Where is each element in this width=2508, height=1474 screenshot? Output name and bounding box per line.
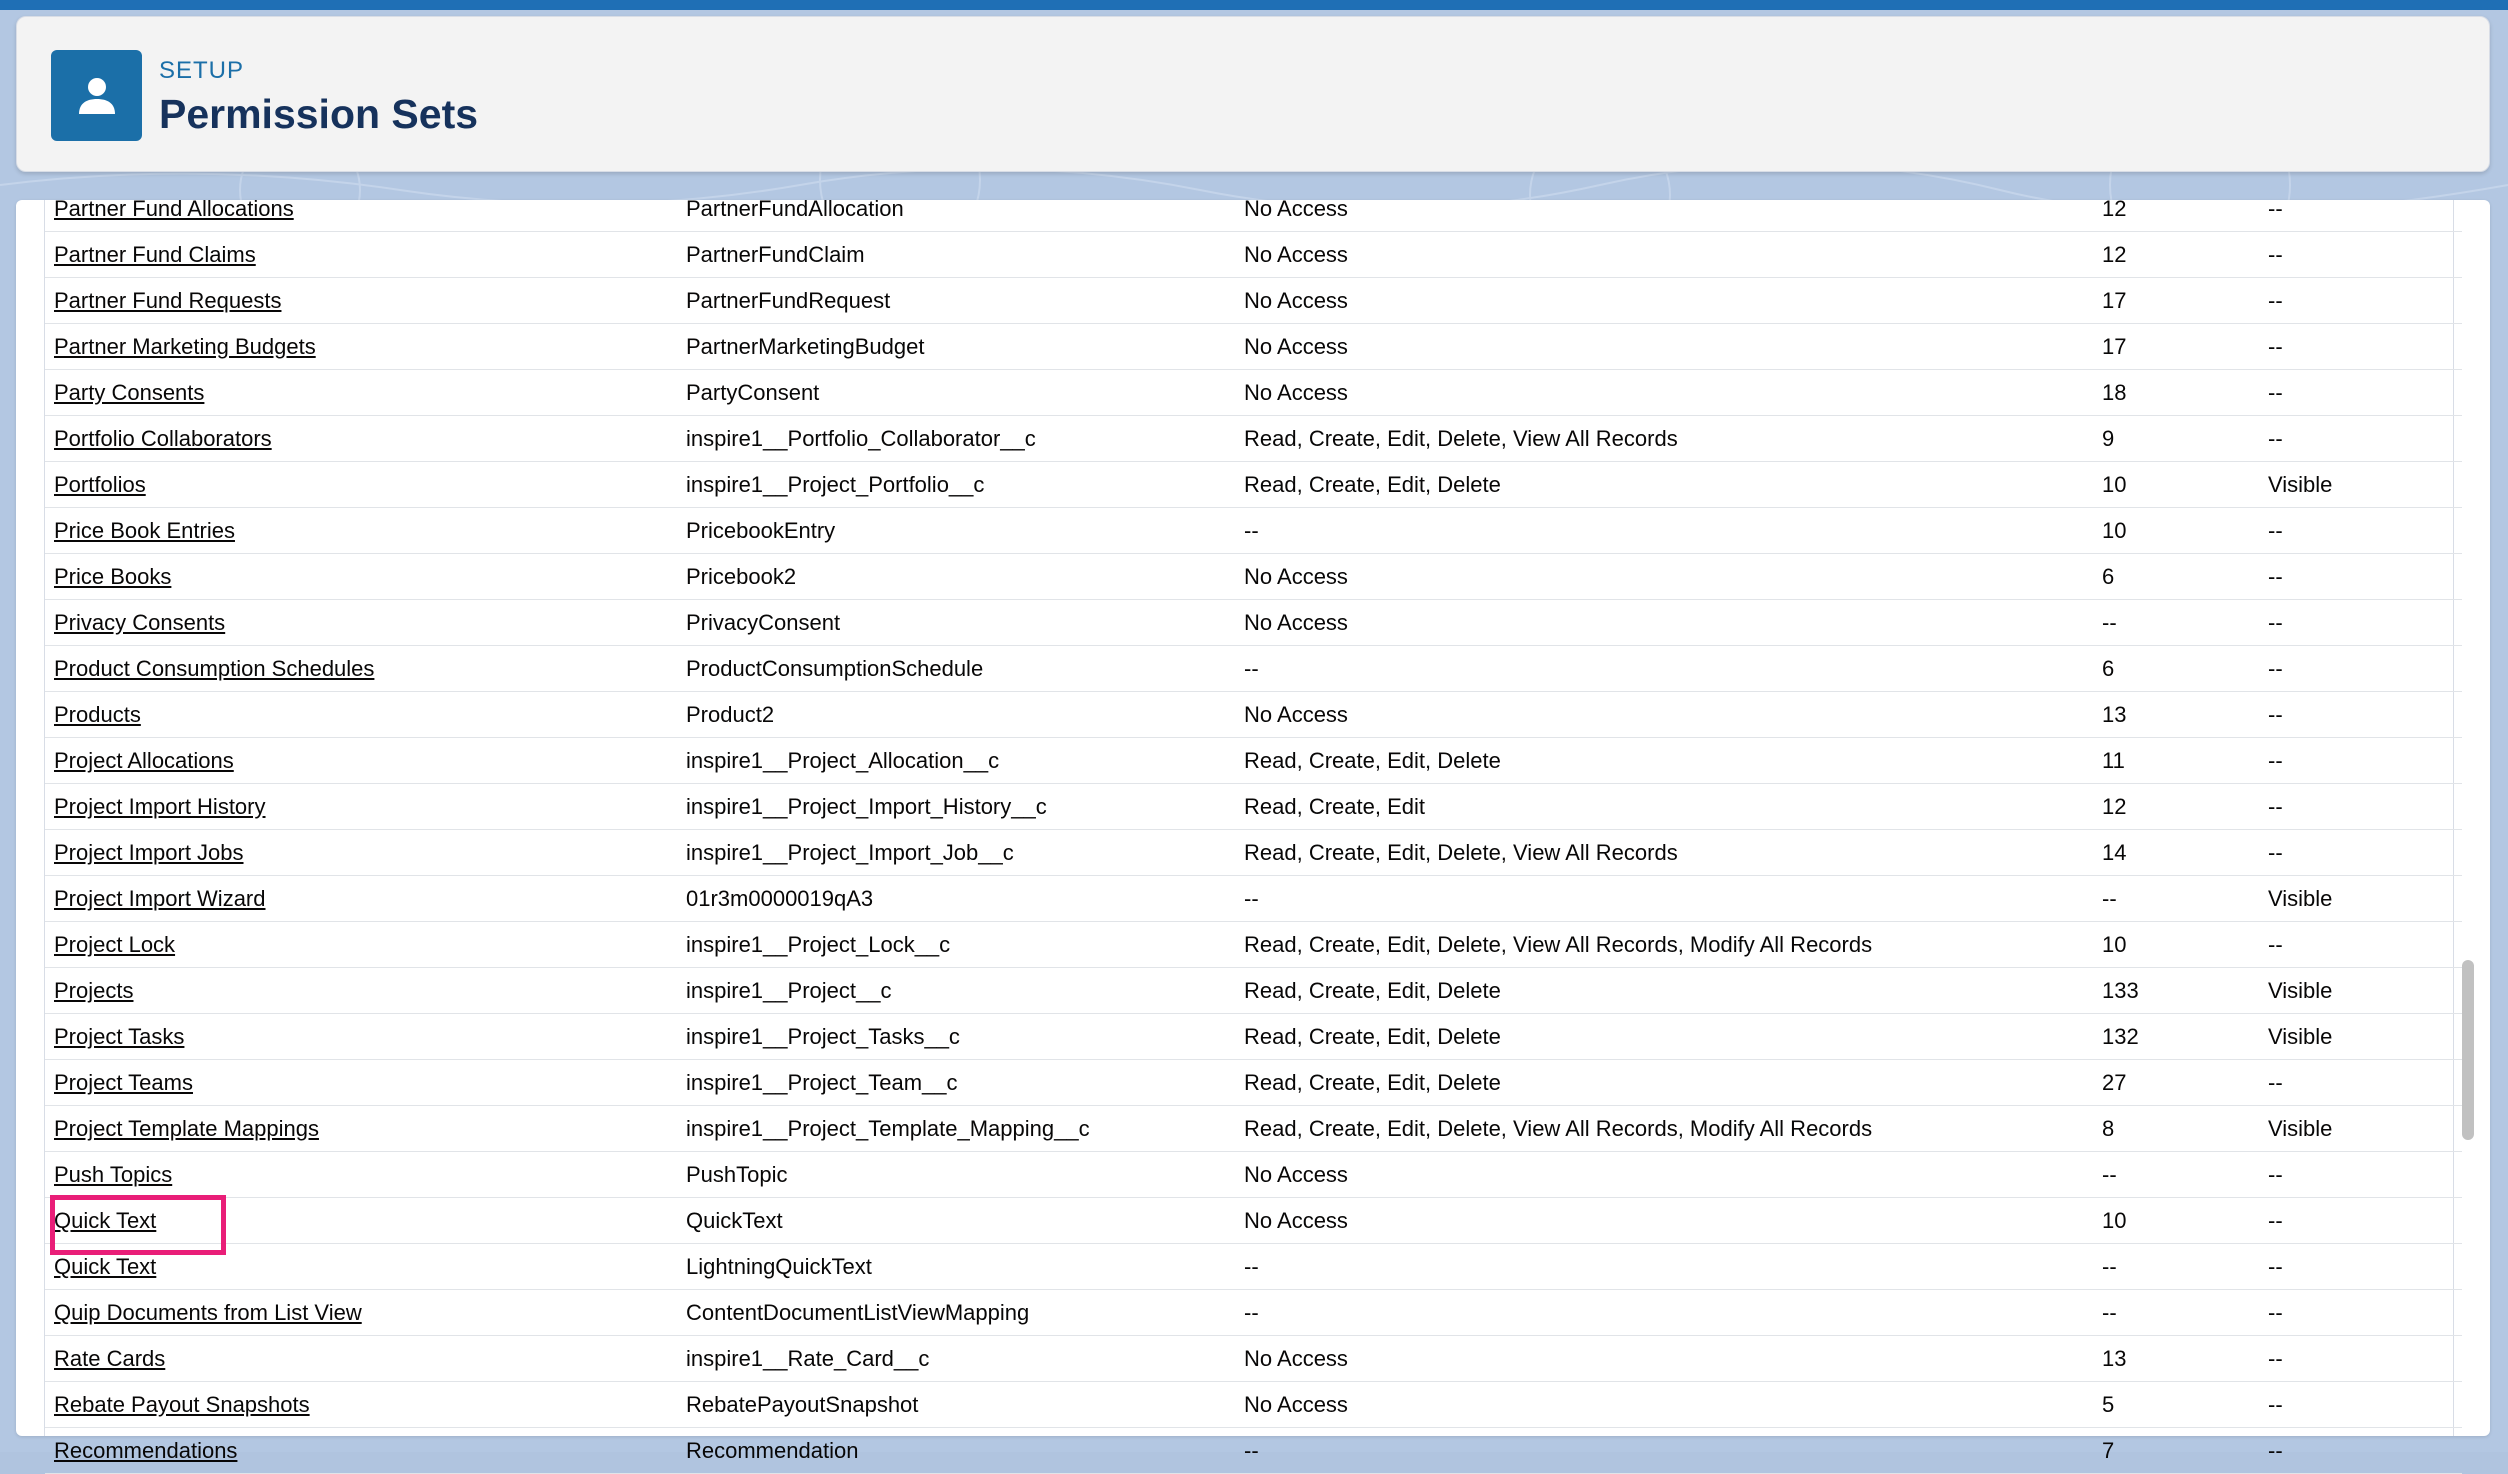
object-name-link[interactable]: Recommendations (54, 1437, 238, 1463)
field-count-cell: -- (2102, 876, 2268, 922)
object-name-cell (45, 784, 686, 830)
object-permissions-cell: -- (1244, 1244, 2102, 1290)
api-name-cell: PrivacyConsent (686, 600, 1244, 646)
tab-settings-cell: -- (2268, 784, 2462, 830)
api-name-cell: Pricebook2 (686, 554, 1244, 600)
object-permissions-cell: No Access (1244, 600, 2102, 646)
table-row (45, 278, 2462, 324)
object-permissions-cell: No Access (1244, 186, 2102, 232)
api-name-cell: 01r3m0000019qA3 (686, 876, 1244, 922)
tab-settings-cell: -- (2268, 324, 2462, 370)
object-name-cell (45, 1060, 686, 1106)
tab-settings-cell: Visible (2268, 462, 2462, 508)
object-name-cell (45, 370, 686, 416)
object-name-cell (45, 324, 686, 370)
table-row (45, 1152, 2462, 1198)
field-count-cell: 10 (2102, 922, 2268, 968)
object-name-link[interactable]: Project Import Wizard (54, 885, 266, 911)
object-settings-panel (16, 195, 2490, 1463)
field-count-cell: 6 (2102, 554, 2268, 600)
table-row (45, 1106, 2462, 1152)
object-name-cell (45, 1198, 686, 1244)
object-name-cell (45, 1428, 686, 1474)
object-name-link[interactable]: Partner Fund Allocations (54, 195, 294, 221)
table-row (45, 922, 2462, 968)
tab-settings-cell: -- (2268, 600, 2462, 646)
field-count-cell: 10 (2102, 1198, 2268, 1244)
tab-settings-cell: -- (2268, 370, 2462, 416)
object-name-cell (45, 922, 686, 968)
object-permissions-cell: -- (1244, 876, 2102, 922)
object-name-link[interactable]: Project Import History (54, 793, 266, 819)
object-permissions-cell: -- (1244, 1428, 2102, 1474)
object-permissions-cell: Read, Create, Edit (1244, 784, 2102, 830)
tab-settings-cell: -- (2268, 1152, 2462, 1198)
tab-settings-cell: Visible (2268, 968, 2462, 1014)
api-name-cell: RebatePayoutSnapshot (686, 1382, 1244, 1428)
tab-settings-cell: -- (2268, 1428, 2462, 1474)
object-name-cell (45, 692, 686, 738)
object-name-cell (45, 554, 686, 600)
api-name-cell: inspire1__Project_Portfolio__c (686, 462, 1244, 508)
object-permissions-cell: No Access (1244, 1152, 2102, 1198)
object-name-link[interactable]: Rate Cards (54, 1345, 166, 1371)
tab-settings-cell: -- (2268, 692, 2462, 738)
object-name-link[interactable]: Partner Marketing Budgets (54, 333, 316, 359)
field-count-cell: 5 (2102, 1382, 2268, 1428)
tab-settings-cell: -- (2268, 1290, 2462, 1336)
table-row (45, 1060, 2462, 1106)
api-name-cell: inspire1__Project_Tasks__c (686, 1014, 1244, 1060)
field-count-cell: 6 (2102, 646, 2268, 692)
object-permissions-cell: Read, Create, Edit, Delete (1244, 968, 2102, 1014)
tab-settings-cell: -- (2268, 508, 2462, 554)
api-name-cell: inspire1__Project_Template_Mapping__c (686, 1106, 1244, 1152)
object-name-cell (45, 830, 686, 876)
api-name-cell: inspire1__Project_Lock__c (686, 922, 1244, 968)
object-name-link[interactable]: Quip Documents from List View (54, 1299, 362, 1325)
tab-settings-cell: -- (2268, 1244, 2462, 1290)
table-row (45, 508, 2462, 554)
object-name-link[interactable]: Products (54, 701, 141, 727)
object-settings-table-frame (44, 195, 2454, 1463)
api-name-cell: Product2 (686, 692, 1244, 738)
tab-settings-cell: -- (2268, 922, 2462, 968)
object-name-cell (45, 1336, 686, 1382)
object-permissions-cell: No Access (1244, 370, 2102, 416)
table-row (45, 600, 2462, 646)
field-count-cell: 133 (2102, 968, 2268, 1014)
tab-settings-cell: -- (2268, 416, 2462, 462)
api-name-cell: inspire1__Rate_Card__c (686, 1336, 1244, 1382)
api-name-cell: LightningQuickText (686, 1244, 1244, 1290)
field-count-cell: 27 (2102, 1060, 2268, 1106)
object-name-link[interactable]: Privacy Consents (54, 609, 226, 635)
tab-settings-cell: -- (2268, 186, 2462, 232)
object-name-link[interactable]: Product Consumption Schedules (54, 655, 375, 681)
scrollbar-thumb[interactable] (2462, 960, 2474, 1140)
object-name-cell (45, 416, 686, 462)
object-name-cell (45, 1106, 686, 1152)
object-permissions-cell: Read, Create, Edit, Delete (1244, 462, 2102, 508)
table-row (45, 462, 2462, 508)
tab-settings-cell: Visible (2268, 1014, 2462, 1060)
field-count-cell: -- (2102, 1244, 2268, 1290)
object-name-link[interactable]: Price Books (54, 563, 172, 589)
table-row (45, 1428, 2462, 1474)
object-permissions-cell: No Access (1244, 232, 2102, 278)
object-name-cell (45, 186, 686, 232)
object-permissions-cell: Read, Create, Edit, Delete, View All Records, Modify All Records (1244, 1106, 2102, 1152)
object-permissions-cell: Read, Create, Edit, Delete (1244, 1060, 2102, 1106)
object-name-cell (45, 646, 686, 692)
table-row (45, 1014, 2462, 1060)
api-name-cell: PartyConsent (686, 370, 1244, 416)
tab-settings-cell: -- (2268, 830, 2462, 876)
table-row (45, 692, 2462, 738)
tab-settings-cell: -- (2268, 232, 2462, 278)
tab-settings-cell: -- (2268, 1198, 2462, 1244)
api-name-cell: PartnerFundRequest (686, 278, 1244, 324)
object-permissions-cell: No Access (1244, 324, 2102, 370)
object-permissions-cell: -- (1244, 646, 2102, 692)
user-icon (51, 50, 142, 141)
object-permissions-cell: Read, Create, Edit, Delete, View All Records (1244, 416, 2102, 462)
scrollbar[interactable] (2457, 200, 2479, 1436)
object-name-link[interactable]: Party Consents (54, 379, 205, 405)
object-permissions-cell: Read, Create, Edit, Delete, View All Records (1244, 830, 2102, 876)
field-count-cell: 17 (2102, 278, 2268, 324)
tab-settings-cell: Visible (2268, 876, 2462, 922)
object-permissions-cell: No Access (1244, 554, 2102, 600)
object-permissions-cell: No Access (1244, 692, 2102, 738)
api-name-cell: inspire1__Project__c (686, 968, 1244, 1014)
api-name-cell: PartnerFundAllocation (686, 186, 1244, 232)
object-name-link[interactable]: Quick Text (54, 1207, 157, 1233)
object-permissions-cell: No Access (1244, 1382, 2102, 1428)
api-name-cell: inspire1__Project_Import_Job__c (686, 830, 1244, 876)
object-name-link[interactable]: Project Teams (54, 1069, 193, 1095)
api-name-cell: ProductConsumptionSchedule (686, 646, 1244, 692)
api-name-cell: PushTopic (686, 1152, 1244, 1198)
object-name-cell (45, 462, 686, 508)
object-name-cell (45, 1290, 686, 1336)
table-row (45, 1290, 2462, 1336)
object-name-cell (45, 278, 686, 324)
table-row (45, 1382, 2462, 1428)
object-name-link[interactable]: Partner Fund Claims (54, 241, 256, 267)
field-count-cell: 14 (2102, 830, 2268, 876)
object-name-link[interactable]: Price Book Entries (54, 517, 235, 543)
table-row (45, 1244, 2462, 1290)
object-name-link[interactable]: Project Lock (54, 931, 176, 957)
object-name-cell (45, 1382, 686, 1428)
api-name-cell: PricebookEntry (686, 508, 1244, 554)
object-name-link[interactable]: Project Import Jobs (54, 839, 244, 865)
object-permissions-cell: No Access (1244, 1336, 2102, 1382)
field-count-cell: 12 (2102, 186, 2268, 232)
api-name-cell: ContentDocumentListViewMapping (686, 1290, 1244, 1336)
object-name-cell (45, 508, 686, 554)
page-header (16, 16, 2490, 172)
tab-settings-cell: -- (2268, 738, 2462, 784)
object-permissions-cell: Read, Create, Edit, Delete, View All Records, Modify All Records (1244, 922, 2102, 968)
field-count-cell: 13 (2102, 1336, 2268, 1382)
page-title: Permission Sets (159, 91, 479, 137)
field-count-cell: 13 (2102, 692, 2268, 738)
tab-settings-cell: -- (2268, 646, 2462, 692)
api-name-cell: Recommendation (686, 1428, 1244, 1474)
header-eyebrow: SETUP (159, 57, 245, 84)
table-row (45, 830, 2462, 876)
object-settings-table (45, 186, 2462, 1474)
tab-settings-cell: -- (2268, 1060, 2462, 1106)
table-row (45, 416, 2462, 462)
object-name-link[interactable]: Projects (54, 977, 134, 1003)
object-permissions-cell: -- (1244, 1290, 2102, 1336)
tab-settings-cell: -- (2268, 1336, 2462, 1382)
object-name-cell (45, 1014, 686, 1060)
object-name-link[interactable]: Project Allocations (54, 747, 234, 773)
field-count-cell: 12 (2102, 784, 2268, 830)
tab-settings-cell: -- (2268, 554, 2462, 600)
table-row (45, 968, 2462, 1014)
object-settings-table-body (45, 186, 2462, 1474)
field-count-cell: 7 (2102, 1428, 2268, 1474)
field-count-cell: 18 (2102, 370, 2268, 416)
table-row (45, 232, 2462, 278)
field-count-cell: -- (2102, 600, 2268, 646)
table-row (45, 370, 2462, 416)
object-permissions-cell: Read, Create, Edit, Delete (1244, 738, 2102, 784)
table-row (45, 1198, 2462, 1244)
table-row (45, 1336, 2462, 1382)
object-name-cell (45, 1152, 686, 1198)
object-permissions-cell: No Access (1244, 1198, 2102, 1244)
field-count-cell: 10 (2102, 462, 2268, 508)
table-row (45, 784, 2462, 830)
table-row (45, 554, 2462, 600)
object-name-link[interactable]: Project Tasks (54, 1023, 185, 1049)
field-count-cell: 132 (2102, 1014, 2268, 1060)
table-row (45, 876, 2462, 922)
api-name-cell: inspire1__Project_Allocation__c (686, 738, 1244, 784)
field-count-cell: -- (2102, 1152, 2268, 1198)
api-name-cell: QuickText (686, 1198, 1244, 1244)
field-count-cell: 10 (2102, 508, 2268, 554)
object-name-cell (45, 738, 686, 784)
field-count-cell: 8 (2102, 1106, 2268, 1152)
object-name-cell (45, 1244, 686, 1290)
object-name-cell (45, 600, 686, 646)
object-name-link[interactable]: Rebate Payout Snapshots (54, 1391, 310, 1417)
object-permissions-cell: Read, Create, Edit, Delete (1244, 1014, 2102, 1060)
field-count-cell: 9 (2102, 416, 2268, 462)
object-name-cell (45, 968, 686, 1014)
object-name-link[interactable]: Quick Text (54, 1253, 157, 1279)
api-name-cell: PartnerMarketingBudget (686, 324, 1244, 370)
table-row (45, 324, 2462, 370)
object-name-link[interactable]: Project Template Mappings (54, 1115, 319, 1141)
api-name-cell: inspire1__Project_Import_History__c (686, 784, 1244, 830)
object-name-link[interactable]: Portfolios (54, 471, 146, 497)
field-count-cell: 17 (2102, 324, 2268, 370)
object-permissions-cell: -- (1244, 508, 2102, 554)
tab-settings-cell: -- (2268, 1382, 2462, 1428)
object-name-link[interactable]: Portfolio Collaborators (54, 425, 272, 451)
table-row (45, 738, 2462, 784)
tab-settings-cell: -- (2268, 278, 2462, 324)
field-count-cell: 12 (2102, 232, 2268, 278)
field-count-cell: 11 (2102, 738, 2268, 784)
object-name-cell (45, 876, 686, 922)
api-name-cell: inspire1__Project_Team__c (686, 1060, 1244, 1106)
table-row (45, 186, 2462, 232)
api-name-cell: inspire1__Portfolio_Collaborator__c (686, 416, 1244, 462)
api-name-cell: PartnerFundClaim (686, 232, 1244, 278)
tab-settings-cell: Visible (2268, 1106, 2462, 1152)
table-row (45, 646, 2462, 692)
object-permissions-cell: No Access (1244, 278, 2102, 324)
object-name-cell (45, 232, 686, 278)
object-name-link[interactable]: Partner Fund Requests (54, 287, 282, 313)
field-count-cell: -- (2102, 1290, 2268, 1336)
object-name-link[interactable]: Push Topics (54, 1161, 173, 1187)
